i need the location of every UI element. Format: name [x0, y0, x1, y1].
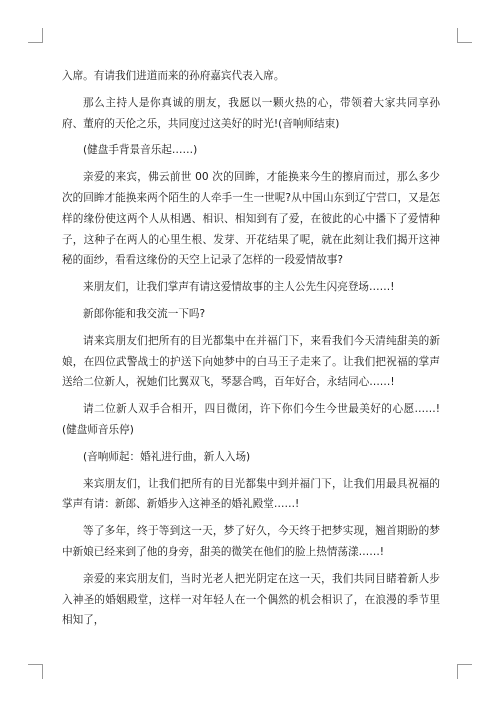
paragraph: 等了多年，终于等到这一天，梦了好久，今天终于把梦实现，翘首期盼的梦中新娘已经来到了他的身旁，甜美的微笑在他们的脸上热情荡漾……! — [62, 525, 440, 558]
crop-mark-top-left — [28, 28, 43, 43]
crop-mark-top-right — [457, 28, 472, 43]
paragraph: (健盘手背景音乐起……) — [83, 144, 198, 157]
paragraph: 亲爱的来宾朋友们，当时光老人把光阴定在这一天，我们共同目睹着新人步入神圣的婚姻殿堂，这样一对年轻人在一个偶然的机会相识了，在浪漫的季节里相知了， — [62, 572, 440, 627]
paragraph: 新郎你能和我交流一下吗? — [83, 307, 206, 320]
crop-mark-bottom-right — [457, 664, 472, 679]
document-body — [62, 66, 440, 637]
paragraph: 请来宾朋友们把所有的目光都集中在并福门下，来看我们今天清纯甜美的新娘，在四位武警战士的护送下向她梦中的白马王子走来了。让我们把祝福的掌声送给二位新人，祝她们比翼双飞，琴瑟合鸣，百年好合，永结同心……! — [62, 334, 440, 389]
paragraph: 来宾朋友们，让我们把所有的目光都集中到并福门下，让我们用最具祝福的掌声有请：新郎、新婚步入这神圣的婚礼殿堂……! — [62, 477, 440, 511]
crop-mark-bottom-left — [28, 664, 43, 679]
paragraph: 入席。有请我们进道而来的孙府嘉宾代表入席。 — [62, 70, 285, 82]
paragraph: 来朋友们，让我们掌声有请这爱情故事的主人公先生闪亮登场……! — [83, 281, 395, 294]
paragraph: 请二位新人双手合相开，四目微闭，许下你们今生今世最美好的心愿……!(健盘师音乐停) — [62, 403, 440, 436]
paragraph: (音响师起：婚礼进行曲，新人入场) — [83, 450, 251, 463]
paragraph: 亲爱的来宾，佛云前世 00 次的回眸，才能换来今生的擦肩而过，那么多少次的回眸才能换来两个陌生的人牵手一生一世呢?从中国山东到辽宁营口，又是怎样的缘份使这两个人从相遇、相识、相知到有了爱，在彼此的心中播下了爱情种子，这种子在两人的心里生根、发芽、开花结果了呢，就在此刻让我们揭开这神秘的面纱，看看这缘份的天空上记录了怎样的一段爱情故事? — [62, 171, 440, 267]
paragraph: 那么主持人是你真诚的朋友，我愿以一颗火热的心，带领着大家共同享孙府、董府的天伦之乐，共同度过这美好的时光!(音响师结束) — [62, 96, 440, 130]
